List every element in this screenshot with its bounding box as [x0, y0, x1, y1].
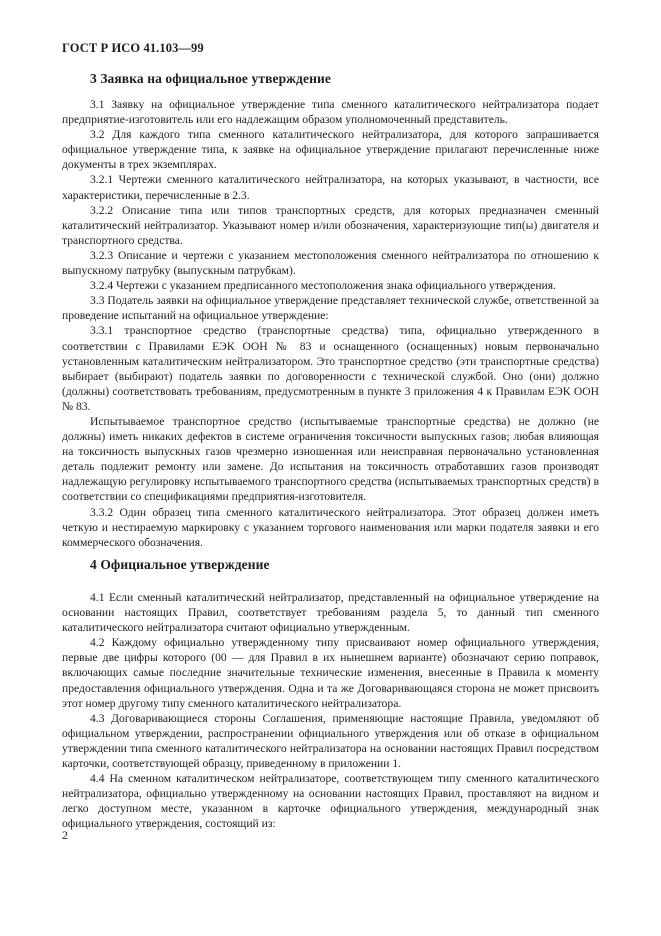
paragraph-3-2: 3.2 Для каждого типа сменного каталитического нейтрализатора, для которого запрашивается официальное утверждение типа, к заявке на официальное утверждение прилагают перечисленные ниже документы в трех экземплярах. [62, 128, 599, 172]
section-3-heading: 3 Заявка на официальное утверждение [90, 71, 331, 86]
document-header: ГОСТ Р ИСО 41.103—99 [62, 41, 204, 55]
paragraph-4-4: 4.4 На сменном каталитическом нейтрализаторе, соответствующем типу сменного каталитического нейтрализатора, официально утвержденному на основании настоящих Правил, проставляют на видном и легко доступном месте, указанном в карточке официального утверждения, международный знак официального утверждения, состоящий из: [62, 772, 599, 831]
paragraph-3-2-3: 3.2.3 Описание и чертежи с указанием местоположения сменного нейтрализатора по отношению к выпускному патрубку (выпускным патрубкам). [62, 248, 599, 278]
paragraph-3-2-1: 3.2.1 Чертежи сменного каталитического нейтрализатора, на которых указывают, в частности, все характеристики, перечисленные в 2.3. [62, 173, 599, 202]
paragraph-3-3-1: 3.3.1 транспортное средство (транспортные средства) типа, официально утвержденного в соответствии с Правилами ЕЭК ООН № 83 и оснащенного (оснащенных) новым первоначально установленным каталитическим нейтрализатором. Это транспортное средство (эти транспортные средства) выбирает (выбирают) податель заявки по договоренности с технической службой. Оно (они) должно (должны) соответствовать требованиям, предусмотренным в пункте 3 приложения 4 к Правилам ЕЭК ООН № 83. [62, 324, 599, 413]
page-number: 2 [62, 828, 68, 842]
paragraph-3-3: 3.3 Податель заявки на официальное утверждение представляет технической службе, ответственной за проведение испытаний на официальное утверждение: [62, 294, 599, 323]
paragraph-3-2-4: 3.2.4 Чертежи с указанием предписанного местоположения знака официального утверждения. [90, 279, 556, 293]
paragraph-4-3: 4.3 Договаривающиеся стороны Соглашения, применяющие настоящие Правила, уведомляют об официальном утверждении, распространении официального утверждения или об отказе в официальном утверждении типа сменного каталитического нейтрализатора на основании настоящих Правил посредством карточки, соответствующей образцу, приведенному в приложении 1. [62, 711, 599, 771]
paragraph-3-1: 3.1 Заявку на официальное утверждение типа сменного каталитического нейтрализатора подает предприятие-изготовитель или его надлежащим образом уполномоченный представитель. [62, 98, 599, 127]
paragraph-3-2-2: 3.2.2 Описание типа или типов транспортных средств, для которых предназначен сменный каталитический нейтрализатор. Указывают номер и/или обозначения, характеризующие тип(ы) двигателя и транспортного средства. [62, 203, 599, 247]
section-3-body [62, 97, 599, 550]
paragraph-4-1: 4.1 Если сменный каталитический нейтрализатор, представленный на официальное утверждение на основании настоящих Правил, соответствует требованиям раздела 5, то данный тип сменного каталитического нейтрализатора считают официально утвержденным. [62, 591, 599, 635]
section-4-body [62, 590, 599, 832]
paragraph-3-3-2: 3.3.2 Один образец типа сменного каталитического нейтрализатора. Этот образец должен иметь четкую и нестираемую маркировку с указанием торгового наименования или марки подателя заявки и его коммерческого обозначения. [62, 505, 599, 549]
paragraph-3-3-1-cont: Испытываемое транспортное средство (испытываемые транспортные средства) не должно (не должны) иметь никаких дефектов в системе ограничения токсичности выпускных газов; любая влияющая на токсичность выпускных газов чрезмерно изношенная или неисправная первоначально установленная деталь подлежит ремонту или замене. До испытания на токсичность отработавших газов производят надлежащую регулировку испытываемого транспортного средства (испытываемых транспортных средств) в соответствии со спецификациями предприятия-изготовителя. [62, 414, 599, 504]
section-4-heading: 4 Официальное утверждение [90, 557, 270, 572]
paragraph-4-2: 4.2 Каждому официально утвержденному типу присваивают номер официального утверждения, первые две цифры которого (00 — для Правил в их нынешнем варианте) обозначают серию поправок, включающих самые последние значительные технические изменения, внесенные в Правила к моменту предоставления официального утверждения. Одна и та же Договаривающаяся сторона не может присвоить этот номер другому типу сменного каталитического нейтрализатора. [62, 636, 599, 710]
